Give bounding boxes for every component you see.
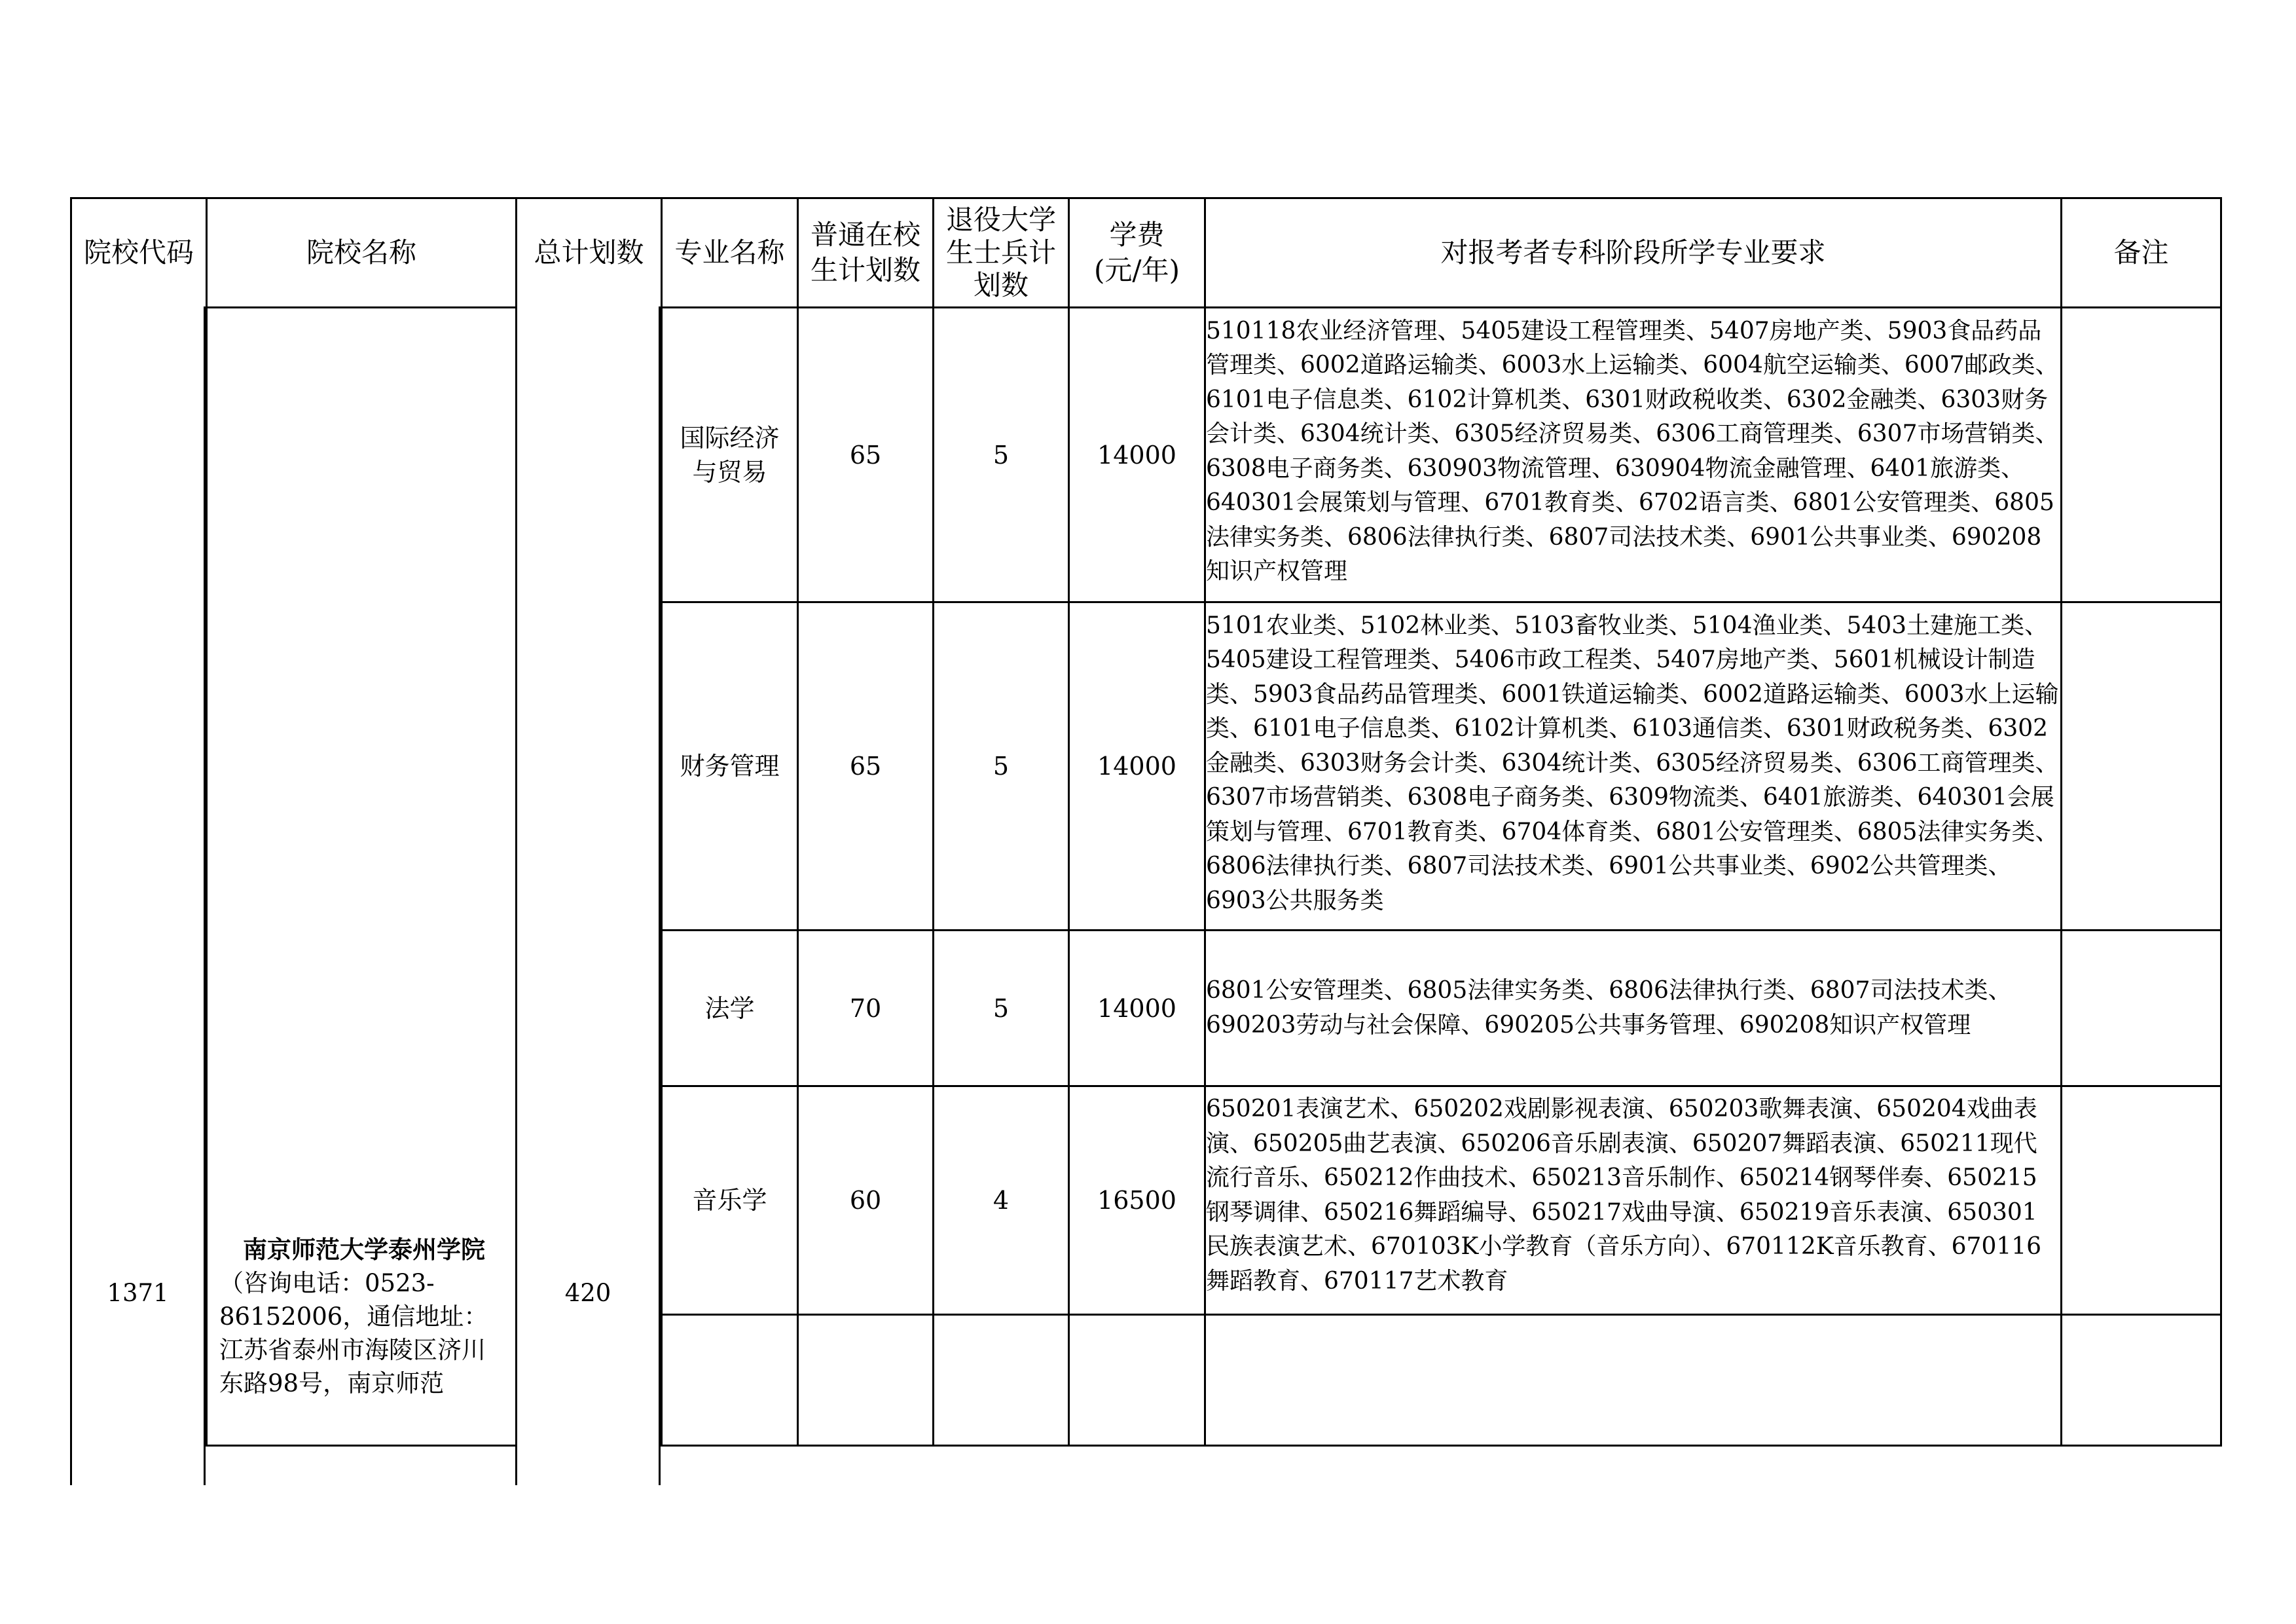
major-requirement: 650201表演艺术、650202戏剧影视表演、650203歌舞表演、650204戏曲表演、650205曲艺表演、650206音乐剧表演、650207舞蹈表演、650211现代流行音乐、650212作曲技术、650213音乐制作、650214钢琴伴奏、650215钢琴调律、650216舞蹈编导、650217戏曲导演、650219音乐表演、650301民族表演艺术、670103K小学教育（音乐方向）、670112K音乐教育、670116舞蹈教育、670117艺术教育 — [1205, 1086, 2062, 1315]
tuition-fee: 16500 — [1069, 1086, 1205, 1315]
veteran-plan-count: 5 — [934, 308, 1069, 602]
major-name: 国际经济 与贸易 — [662, 308, 798, 602]
total-plan-count: 420 — [564, 1279, 611, 1307]
header-veteran-plan: 退役大学 生士兵计 划数 — [934, 198, 1069, 308]
header-tuition: 学费 (元/年) — [1069, 198, 1205, 308]
veteran-plan-count: 4 — [934, 1086, 1069, 1315]
major-requirement: 6801公安管理类、6805法律实务类、6806法律执行类、6807司法技术类、690203劳动与社会保障、690205公共事务管理、690208知识产权管理 — [1205, 931, 2062, 1086]
major-requirement: 5101农业类、5102林业类、5103畜牧业类、5104渔业类、5403土建施工类、5405建设工程管理类、5406市政工程类、5407房地产类、5601机械设计制造类、5903食品药品管理类、6001铁道运输类、6002道路运输类、6003水上运输类、6101电子信息类、6102计算机类、6103通信类、6301财政税务类、6302金融类、6303财务会计类、6304统计类、6305经济贸易类、6306工商管理类、6307市场营销类、6308电子商务类、6309物流类、6401旅游类、640301会展策划与管理、6701教育类、6704体育类、6801公安管理类、6805法律实务类、6806法律执行类、6807司法技术类、6901公共事业类、6902公共管理类、6903公共服务类 — [1205, 602, 2062, 931]
header-school-code: 院校代码 — [71, 198, 207, 308]
remark-cell — [2062, 1086, 2221, 1315]
remark-cell — [2062, 602, 2221, 931]
major-requirement — [1205, 1315, 2062, 1446]
veteran-plan-count: 5 — [934, 931, 1069, 1086]
header-total-plan: 总计划数 — [517, 198, 662, 308]
table-viewport — [70, 197, 2220, 1397]
remark-cell — [2062, 1315, 2221, 1446]
tuition-fee: 14000 — [1069, 931, 1205, 1086]
header-requirement: 对报考者专科阶段所学专业要求 — [1205, 198, 2062, 308]
header-major-name: 专业名称 — [662, 198, 798, 308]
veteran-plan-count: 5 — [934, 602, 1069, 931]
school-contact: （咨询电话：0523-86152006，通信地址：江苏省泰州市海陵区济川东路98号，南京师范 — [219, 1268, 488, 1397]
header-row — [71, 198, 2221, 308]
remark-cell — [2062, 931, 2221, 1086]
veteran-plan-count — [934, 1315, 1069, 1446]
tuition-fee — [1069, 1315, 1205, 1446]
school-cell — [207, 308, 517, 1446]
remark-cell — [2062, 308, 2221, 602]
tuition-fee: 14000 — [1069, 308, 1205, 602]
header-remark: 备注 — [2062, 198, 2221, 308]
header-regular-plan: 普通在校 生计划数 — [798, 198, 934, 308]
major-name: 法学 — [662, 931, 798, 1086]
regular-plan-count: 70 — [798, 931, 934, 1086]
regular-plan-count: 65 — [798, 308, 934, 602]
school-code-column — [70, 306, 206, 1485]
regular-plan-count — [798, 1315, 934, 1446]
major-name — [662, 1315, 798, 1446]
school-name: 南京师范大学泰州学院 — [243, 1235, 485, 1264]
tuition-fee: 14000 — [1069, 602, 1205, 931]
major-requirement: 510118农业经济管理、5405建设工程管理类、5407房地产类、5903食品药品管理类、6002道路运输类、6003水上运输类、6004航空运输类、6007邮政类、6101电子信息类、6102计算机类、6301财政税收类、6302金融类、6303财务会计类、6304统计类、6305经济贸易类、6306工商管理类、6307市场营销类、6308电子商务类、630903物流管理、630904物流金融管理、6401旅游类、640301会展策划与管理、6701教育类、6702语言类、6801公安管理类、6805法律实务类、6806法律执行类、6807司法技术类、6901公共事业类、690208知识产权管理 — [1205, 308, 2062, 602]
major-name: 财务管理 — [662, 602, 798, 931]
regular-plan-count: 60 — [798, 1086, 934, 1315]
major-name: 音乐学 — [662, 1086, 798, 1315]
enrollment-plan-table — [70, 197, 2222, 1447]
total-plan-column — [515, 306, 661, 1485]
regular-plan-count: 65 — [798, 602, 934, 931]
header-school-name: 院校名称 — [207, 198, 517, 308]
table-row — [71, 308, 2221, 602]
school-code: 1371 — [107, 1279, 169, 1307]
